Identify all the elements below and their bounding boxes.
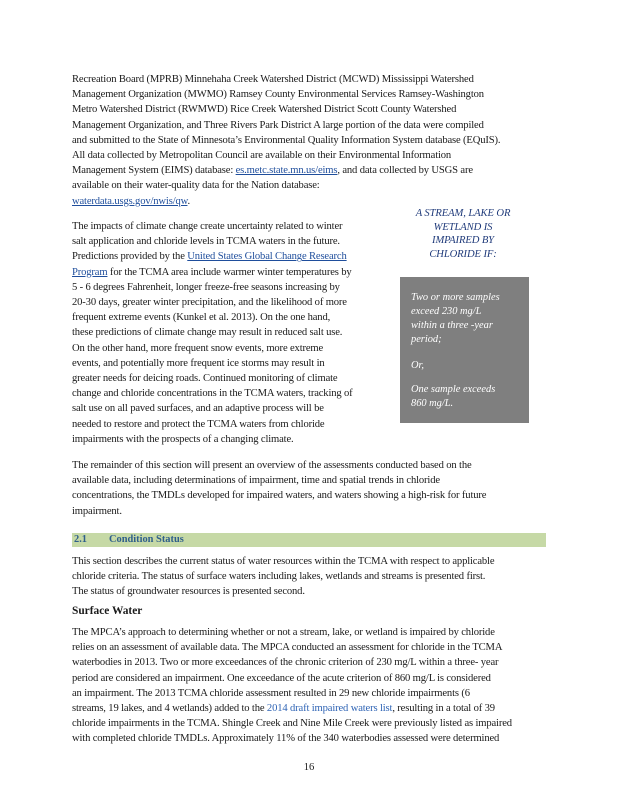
- criterion-line: period;: [411, 334, 442, 345]
- text-line: 20-30 days, greater winter precipitation, and the likelihood of more: [72, 297, 347, 309]
- text-line: relies on an assessment of available data. The MPCA conducted an assessment for chloride in the TCMA: [72, 642, 503, 654]
- paragraph-overview: [72, 458, 552, 519]
- criterion-line: One sample exceeds: [411, 384, 496, 395]
- text-line: waterbodies in 2013. Two or more exceedances of the chronic criterion of 230 mg/L within a three- year: [72, 657, 499, 669]
- text-segment: Predictions provided by the: [72, 251, 185, 263]
- text-line: these predictions of climate change may result in reduced salt use.: [72, 327, 343, 339]
- eims-link[interactable]: es.metc.state.mn.us/eims: [235, 165, 338, 177]
- text-line: Management Organization (MWMO) Ramsey County Environmental Services Ramsey-Washington: [72, 89, 484, 101]
- text-line: All data collected by Metropolitan Council are available on their Environmental Information: [72, 150, 452, 162]
- text-segment: streams, 19 lakes, and 4 wetlands) added to the: [72, 703, 265, 715]
- sidebar-title-line: A STREAM, LAKE OR: [415, 208, 511, 219]
- text-line: 5 - 6 degrees Fahrenheit, longer freeze-free seasons increasing by: [72, 281, 340, 293]
- text-segment: .: [187, 195, 190, 207]
- text-line: available on their water-quality data for the Nation database:: [72, 180, 320, 192]
- text-line: Metro Watershed District (RWMWD) Rice Creek Watershed District Scott County Watershed: [72, 104, 457, 116]
- criterion-acute: [411, 383, 523, 411]
- sidebar-title-line: WETLAND IS: [433, 221, 493, 233]
- draft-impaired-waters-link[interactable]: 2014 draft impaired waters list: [266, 703, 393, 715]
- section-title: Condition Status: [109, 534, 184, 545]
- text-line: [72, 249, 392, 264]
- text-line: salt use on all paved surfaces, and an adaptive process will be: [72, 403, 324, 415]
- paragraph-section-intro: [72, 554, 552, 600]
- text-line: chloride criteria. The status of surface waters including lakes, wetlands and streams is presented first.: [72, 571, 486, 583]
- text-segment: Management System (EIMS) database:: [72, 165, 234, 177]
- text-line: greater needs for deicing roads. Continued monitoring of climate: [72, 373, 338, 385]
- text-line: [72, 701, 552, 716]
- criterion-chronic: [411, 291, 523, 347]
- text-line: period are considered an impairment. One exceedance of the acute criterion of 860 mg/L is considered: [72, 672, 491, 684]
- text-line: impairments with the prospects of a changing climate.: [72, 433, 294, 445]
- section-heading: [72, 533, 546, 547]
- page-number: 16: [303, 762, 315, 773]
- criterion-line: Two or more samples: [411, 292, 500, 303]
- impairment-criteria-box: [400, 277, 529, 423]
- text-line: concentrations, the TMDLs developed for impaired waters, and waters showing a high-risk for future: [72, 490, 487, 502]
- usgs-link[interactable]: waterdata.usgs.gov/nwis/qw: [72, 195, 188, 207]
- subheading-surface-water: Surface Water: [72, 605, 143, 617]
- gcrp-link[interactable]: United States Global Change Research: [187, 251, 347, 263]
- sidebar-title-line: IMPAIRED BY: [432, 235, 494, 246]
- criterion-line: 860 mg/L.: [411, 398, 454, 409]
- gcrp-link-continued[interactable]: Program: [72, 266, 108, 278]
- text-line: Recreation Board (MPRB) Minnehaha Creek Watershed District (MCWD) Mississippi Watershed: [72, 74, 474, 85]
- text-line: The MPCA’s approach to determining whether or not a stream, lake, or wetland is impaired by chloride: [72, 627, 495, 638]
- criterion-line: within a three -year: [411, 320, 493, 331]
- text-line: with completed chloride TMDLs. Approximately 11% of the 340 waterbodies assessed were determined: [72, 733, 500, 745]
- paragraph-climate-change: [72, 219, 392, 447]
- sidebar-title: [403, 207, 523, 261]
- text-line: This section describes the current status of water resources within the TCMA with respect to applicable: [72, 556, 495, 567]
- text-line: The remainder of this section will present an overview of the assessments conducted based on the: [72, 460, 472, 471]
- text-line: Management Organization, and Three Rivers Park District A large portion of the data were compiled: [72, 119, 484, 131]
- paragraph-monitoring-data: [72, 72, 552, 209]
- text-line: frequent extreme events (Kunkel et al. 2013). On the one hand,: [72, 312, 331, 324]
- section-number: 2.1: [74, 534, 87, 545]
- text-segment: for the TCMA area include warmer winter temperatures by: [107, 266, 352, 278]
- text-line: [72, 265, 392, 280]
- text-line: change and chloride concentrations in the TCMA waters, tracking of: [72, 388, 353, 400]
- text-line: available data, including determinations of impairment, time and spatial trends in chloride: [72, 475, 440, 487]
- text-segment: , and data collected by USGS are: [337, 165, 473, 177]
- text-line: events, and potentially more frequent ice storms may result in: [72, 357, 325, 369]
- text-line: salt application and chloride levels in TCMA waters in the future.: [72, 236, 340, 248]
- text-line: an impairment. The 2013 TCMA chloride assessment resulted in 29 new chloride impairments (6: [72, 687, 470, 699]
- or-separator: Or,: [411, 360, 424, 371]
- text-line: The impacts of climate change create uncertainty related to winter: [72, 221, 343, 232]
- paragraph-assessment: [72, 625, 552, 747]
- text-line: and submitted to the State of Minnesota’s Environmental Quality Information System database (EQuIS).: [72, 134, 501, 146]
- text-line: impairment.: [72, 505, 122, 517]
- criterion-line: exceed 230 mg/L: [411, 306, 482, 317]
- text-line: [72, 163, 552, 178]
- text-line: On the other hand, more frequent snow events, more extreme: [72, 342, 324, 354]
- text-line: chloride impairments in the TCMA. Shingle Creek and Nine Mile Creek were previously listed as impaired: [72, 718, 512, 730]
- text-line: The status of groundwater resources is presented second.: [72, 586, 305, 598]
- text-segment: , resulting in a total of 39: [392, 703, 495, 715]
- text-line: needed to restore and protect the TCMA waters from chloride: [72, 418, 325, 430]
- sidebar-title-line: CHLORIDE IF:: [429, 248, 497, 260]
